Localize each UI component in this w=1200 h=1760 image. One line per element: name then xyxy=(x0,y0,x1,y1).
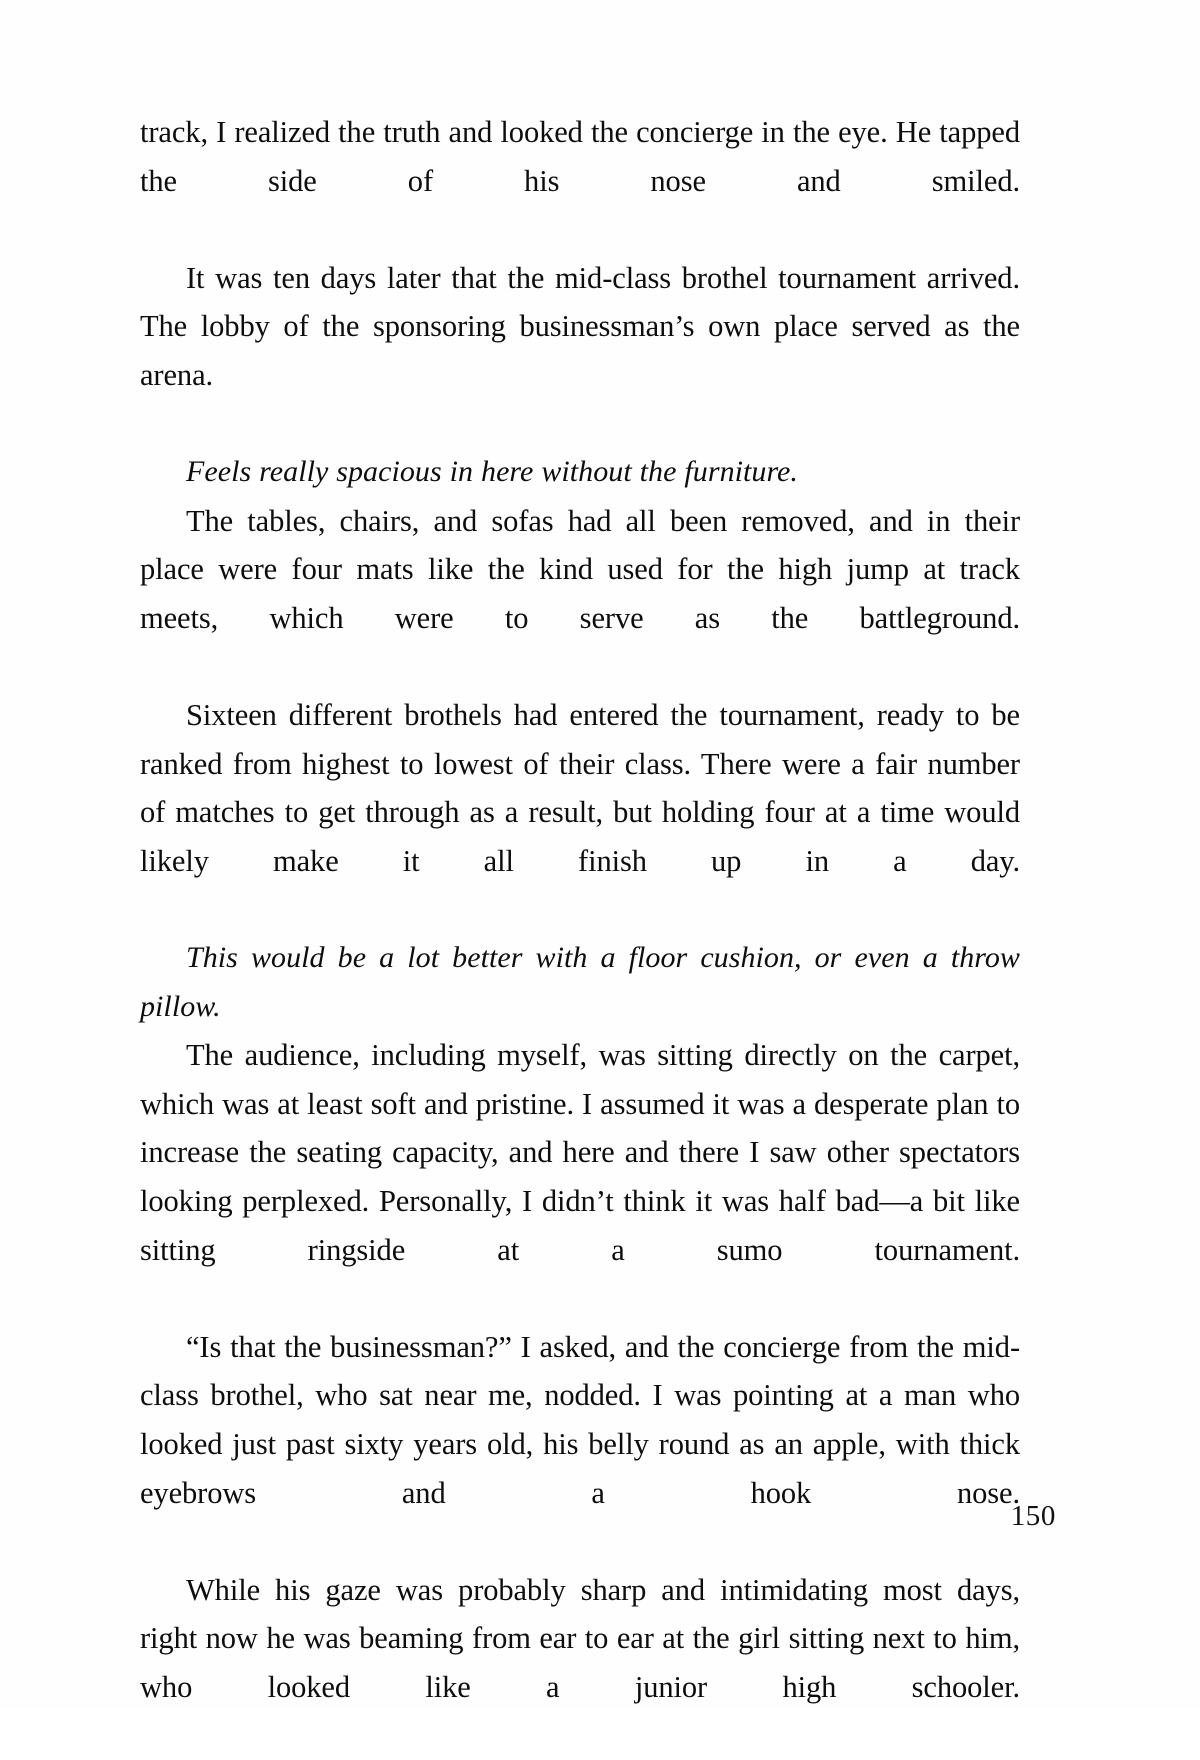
paragraph-sixteen-brothels: Sixteen different brothels had entered the tournament, ready to be ranked from highest to lowest of their class. There were a fair number of matches to get through as a result, but holding four at a time would likely make it all finish up in a day. xyxy=(140,698,1020,878)
page-text-body xyxy=(140,108,1020,1760)
page-number: 150 xyxy=(1010,1500,1056,1532)
paragraph-audience-carpet: The audience, including myself, was sitting directly on the carpet, which was at least soft and pristine. I assumed it was a desperate plan to increase the seating capacity, and here and there I saw other spectators looking perplexed. Personally, I didn’t think it was half bad—a bit like sitting ringside at a sumo tournament. xyxy=(140,1038,1020,1267)
inner-monologue-cushion: This would be a lot better with a floor cushion, or even a throw pillow. xyxy=(140,941,1020,1023)
paragraph-furniture-removed: The tables, chairs, and sofas had all been removed, and in their place were four mats like the kind used for the high jump at track meets, which were to serve as the battleground. xyxy=(140,503,1020,635)
paragraph-continuation: track, I realized the truth and looked the concierge in the eye. He tapped the side of his nose and smiled. xyxy=(140,115,1020,198)
inner-monologue-spacious: Feels really spacious in here without the furniture. xyxy=(186,455,798,489)
paragraph-businessman-question: “Is that the businessman?” I asked, and the concierge from the mid-class brothel, who sat near me, nodded. I was pointing at a man who looked just past sixty years old, his belly round as an apple, with thick eyebrows and a hook nose. xyxy=(140,1329,1020,1510)
paragraph-tournament-arrival: It was ten days later that the mid-class brothel tournament arrived. The lobby of the sponsoring businessman’s own place served as the arena. xyxy=(140,260,1020,392)
paragraph-gaze-beaming: While his gaze was probably sharp and intimidating most days, right now he was beaming from ear to ear at the girl sitting next to him, who looked like a junior high schooler. xyxy=(140,1572,1020,1704)
